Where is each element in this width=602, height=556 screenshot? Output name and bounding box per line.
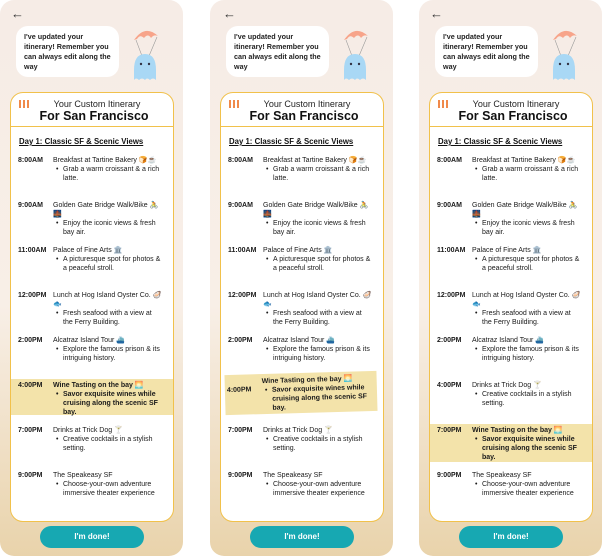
day-title: Day 1: Classic SF & Scenic Views <box>229 137 354 146</box>
event-name: The Speakeasy SF <box>472 472 532 479</box>
event-description: • Grab a warm croissant & a rich latte. <box>482 165 582 183</box>
event-time: 11:00AM <box>437 247 466 254</box>
event-description: • Enjoy the iconic views & fresh bay air. <box>273 219 373 237</box>
event-time: 11:00AM <box>228 247 257 254</box>
event-description: • Creative cocktails in a stylish setting. <box>482 390 582 408</box>
event-name: The Speakeasy SF <box>263 472 323 479</box>
event-name: Lunch at Hog Island Oyster Co. 🦪🐟 <box>53 292 162 308</box>
day-title: Day 1: Classic SF & Scenic Views <box>19 137 144 146</box>
event-time: 2:00PM <box>437 337 462 344</box>
event-name: Lunch at Hog Island Oyster Co. 🦪🐟 <box>263 292 372 308</box>
back-arrow-icon[interactable]: ← <box>11 6 24 21</box>
done-button[interactable]: I'm done! <box>459 526 563 548</box>
event-name: Wine Tasting on the bay 🌅 <box>472 427 563 434</box>
event-item-highlighted[interactable] <box>11 379 173 415</box>
event-name: The Speakeasy SF <box>53 472 113 479</box>
event-time: 7:00PM <box>437 427 462 434</box>
event-item[interactable] <box>430 246 592 276</box>
parachute-ghost-mascot-icon <box>334 26 376 84</box>
back-arrow-icon[interactable]: ← <box>223 6 236 21</box>
parachute-ghost-mascot-icon <box>124 26 166 84</box>
event-item[interactable] <box>430 156 592 186</box>
event-description: • Creative cocktails in a stylish setting. <box>63 435 163 453</box>
done-button[interactable]: I'm done! <box>40 526 144 548</box>
event-time: 7:00PM <box>18 427 43 434</box>
event-name: Drinks at Trick Dog 🍸 <box>472 382 542 389</box>
event-description: • Enjoy the iconic views & fresh bay air. <box>482 219 582 237</box>
event-description: • Creative cocktails in a stylish setting. <box>273 435 373 453</box>
event-time: 12:00PM <box>18 292 47 299</box>
event-name: Drinks at Trick Dog 🍸 <box>263 427 333 434</box>
event-time: 4:00PM <box>437 382 462 389</box>
phone-screen-3 <box>419 0 602 556</box>
event-description: • Choose-your-own adventure immersive theater experience <box>273 480 373 498</box>
event-time: 9:00AM <box>18 202 43 209</box>
event-name: Alcatraz Island Tour ⛴️ <box>263 337 336 344</box>
itinerary-subtitle: Your Custom Itinerary <box>263 99 351 109</box>
itinerary-title: For San Francisco <box>249 109 359 123</box>
event-name: Drinks at Trick Dog 🍸 <box>53 427 123 434</box>
itinerary-title: For San Francisco <box>458 109 568 123</box>
event-item[interactable] <box>430 471 592 511</box>
event-item[interactable] <box>11 201 173 237</box>
event-item-dragging[interactable] <box>224 371 377 415</box>
event-item[interactable] <box>430 381 592 411</box>
event-time: 8:00AM <box>437 157 462 164</box>
event-item[interactable] <box>11 471 173 511</box>
event-time: 9:00PM <box>437 472 462 479</box>
event-time: 11:00AM <box>18 247 47 254</box>
event-time: 8:00AM <box>228 157 253 164</box>
event-item[interactable] <box>11 291 173 327</box>
event-name: Breakfast at Tartine Bakery 🍞☕ <box>53 157 157 164</box>
event-description: • Explore the famous prison & its intriguing history. <box>273 345 373 363</box>
event-description: • Grab a warm croissant & a rich latte. <box>63 165 163 183</box>
itinerary-header <box>430 93 592 127</box>
event-time: 12:00PM <box>437 292 466 299</box>
event-item[interactable] <box>221 291 383 327</box>
event-description: • Savor exquisite wines while cruising along the scenic SF bay. <box>482 435 582 462</box>
itinerary-title: For San Francisco <box>39 109 149 123</box>
event-name: Wine Tasting on the bay 🌅 <box>53 382 144 389</box>
event-name: Alcatraz Island Tour ⛴️ <box>53 337 126 344</box>
event-name: Palace of Fine Arts 🏛️ <box>53 247 123 254</box>
event-name: Wine Tasting on the bay 🌅 <box>261 375 353 386</box>
event-item[interactable] <box>11 246 173 276</box>
event-time: 2:00PM <box>18 337 43 344</box>
event-item[interactable] <box>221 336 383 366</box>
event-item[interactable] <box>430 201 592 237</box>
event-time: 12:00PM <box>228 292 257 299</box>
event-time: 9:00PM <box>18 472 43 479</box>
event-time: 4:00PM <box>18 382 43 389</box>
event-description: • Savor exquisite wines while cruising along the scenic SF bay. <box>63 390 163 417</box>
itinerary-subtitle: Your Custom Itinerary <box>472 99 560 109</box>
event-name: Breakfast at Tartine Bakery 🍞☕ <box>472 157 576 164</box>
assistant-message-bubble: I've updated your itinerary! Remember you can always edit along the way <box>16 26 119 77</box>
event-description: • Explore the famous prison & its intriguing history. <box>482 345 582 363</box>
event-time: 8:00AM <box>18 157 43 164</box>
event-name: Palace of Fine Arts 🏛️ <box>472 247 542 254</box>
assistant-message-bubble: I've updated your itinerary! Remember you can always edit along the way <box>226 26 329 77</box>
event-description: • A picturesque spot for photos & a peaceful stroll. <box>273 255 373 273</box>
event-description: • A picturesque spot for photos & a peaceful stroll. <box>482 255 582 273</box>
event-item[interactable] <box>221 201 383 237</box>
done-button[interactable]: I'm done! <box>250 526 354 548</box>
event-description: • Fresh seafood with a view at the Ferry Building. <box>63 309 163 327</box>
phone-screen-2 <box>210 0 393 556</box>
event-item-highlighted[interactable] <box>430 424 592 462</box>
back-arrow-icon[interactable]: ← <box>430 6 443 21</box>
event-description: • A picturesque spot for photos & a peaceful stroll. <box>63 255 163 273</box>
event-item[interactable] <box>11 336 173 366</box>
itinerary-subtitle: Your Custom Itinerary <box>53 99 141 109</box>
event-description: • Grab a warm croissant & a rich latte. <box>273 165 373 183</box>
event-item[interactable] <box>221 426 383 456</box>
event-description: • Choose-your-own adventure immersive theater experience <box>63 480 163 498</box>
event-item[interactable] <box>11 156 173 186</box>
day-title: Day 1: Classic SF & Scenic Views <box>438 137 563 146</box>
event-time: 9:00PM <box>228 472 253 479</box>
event-item[interactable] <box>221 246 383 276</box>
event-item[interactable] <box>430 336 592 366</box>
phone-screen-1 <box>0 0 183 556</box>
parachute-ghost-mascot-icon <box>543 26 585 84</box>
event-time: 4:00PM <box>226 386 252 395</box>
event-time: 9:00AM <box>437 202 462 209</box>
event-name: Palace of Fine Arts 🏛️ <box>263 247 333 254</box>
event-item[interactable] <box>221 471 383 511</box>
event-description: • Fresh seafood with a view at the Ferry Building. <box>482 309 582 327</box>
event-time: 7:00PM <box>228 427 253 434</box>
event-description: • Choose-your-own adventure immersive theater experience <box>482 480 582 498</box>
assistant-message-bubble: I've updated your itinerary! Remember you can always edit along the way <box>435 26 538 77</box>
event-name: Golden Gate Bridge Walk/Bike 🚴🌉 <box>263 202 369 218</box>
event-name: Alcatraz Island Tour ⛴️ <box>472 337 545 344</box>
itinerary-card <box>429 92 593 522</box>
itinerary-card <box>220 92 384 522</box>
event-time: 9:00AM <box>228 202 253 209</box>
event-description: • Fresh seafood with a view at the Ferry Building. <box>273 309 373 327</box>
event-description: • Explore the famous prison & its intriguing history. <box>63 345 163 363</box>
event-item[interactable] <box>11 426 173 456</box>
event-time: 2:00PM <box>228 337 253 344</box>
event-name: Golden Gate Bridge Walk/Bike 🚴🌉 <box>472 202 578 218</box>
event-description: • Savor exquisite wines while cruising along the scenic SF bay. <box>272 383 368 413</box>
itinerary-header <box>11 93 173 127</box>
event-description: • Enjoy the iconic views & fresh bay air. <box>63 219 163 237</box>
event-item[interactable] <box>430 291 592 327</box>
event-item[interactable] <box>221 156 383 186</box>
itinerary-header <box>221 93 383 127</box>
event-name: Golden Gate Bridge Walk/Bike 🚴🌉 <box>53 202 159 218</box>
itinerary-card <box>10 92 174 522</box>
event-name: Breakfast at Tartine Bakery 🍞☕ <box>263 157 367 164</box>
event-name: Lunch at Hog Island Oyster Co. 🦪🐟 <box>472 292 581 308</box>
